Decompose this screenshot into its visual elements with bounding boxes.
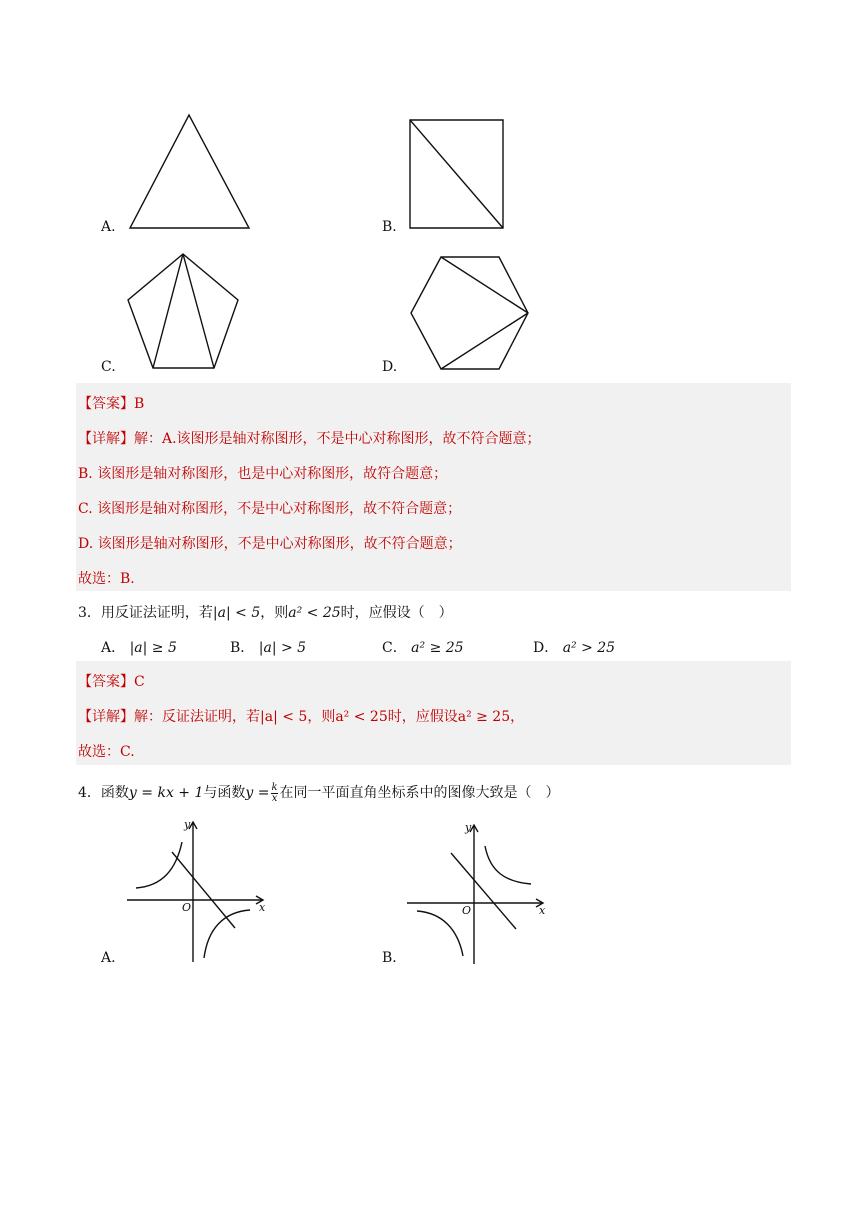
q3-option-a: A． |a| ≥ 5 [101, 640, 177, 656]
q4-a-x-label: x [259, 901, 266, 914]
q4-stem: 4．函数y = kx + 1与函数y = $\frac{k}{x}$ 在同一平面直角坐标系中的图像大致是（ ） [78, 781, 560, 804]
option-d-label: D. [382, 359, 398, 375]
q2-answer-line [78, 393, 144, 413]
detail-tag: 【详解】 [78, 431, 134, 447]
q2-detail-line-4: D. 该图形是轴对称图形，不是中心对称图形，故不符合题意； [78, 536, 462, 552]
answer-tag: 【答案】 [78, 396, 134, 412]
option-b-label: B. [382, 219, 397, 235]
q4-a-origin-label: O [182, 901, 192, 914]
q4-option-b-label: B. [382, 950, 397, 966]
q3-conclusion: 故选：C. [78, 744, 135, 760]
q4-a-y-label: y [184, 818, 191, 831]
q4-graph-b [0, 0, 1, 1]
q4-b-origin-label: O [462, 904, 472, 917]
fraction: $\frac{k}{x}$ [271, 781, 278, 804]
q3-detail-line: 【详解】解：反证法证明，若|a| < 5，则a² < 25时，应假设a² ≥ 25， [78, 709, 525, 725]
q2-answer-box [76, 383, 791, 591]
q3-option-d: D． a² > 25 [533, 640, 616, 656]
q2-detail-line-2: B. 该图形是轴对称图形，也是中心对称图形，故符合题意； [78, 466, 448, 482]
q4-b-y-label: y [465, 821, 472, 834]
q2-detail-line-1: 【详解】解：A.该图形是轴对称图形，不是中心对称图形，故不符合题意； [78, 431, 541, 447]
q3-option-c: C． a² ≥ 25 [382, 640, 464, 656]
option-a-label: A. [101, 219, 116, 235]
q3-answer-line: 【答案】C [78, 674, 145, 690]
q2-detail-line-3: C. 该图形是轴对称图形，不是中心对称图形，故不符合题意； [78, 501, 462, 517]
option-c-label: C. [101, 359, 116, 375]
q3-option-b: B． |a| > 5 [230, 640, 307, 656]
q4-b-x-label: x [539, 904, 546, 917]
q3-stem: 3．用反证法证明，若|a| < 5，则a² < 25时，应假设（ ） [78, 605, 453, 621]
q2-conclusion: 故选：B. [78, 571, 135, 587]
q4-option-a-label: A. [101, 950, 116, 966]
answer-value: B [134, 396, 145, 412]
